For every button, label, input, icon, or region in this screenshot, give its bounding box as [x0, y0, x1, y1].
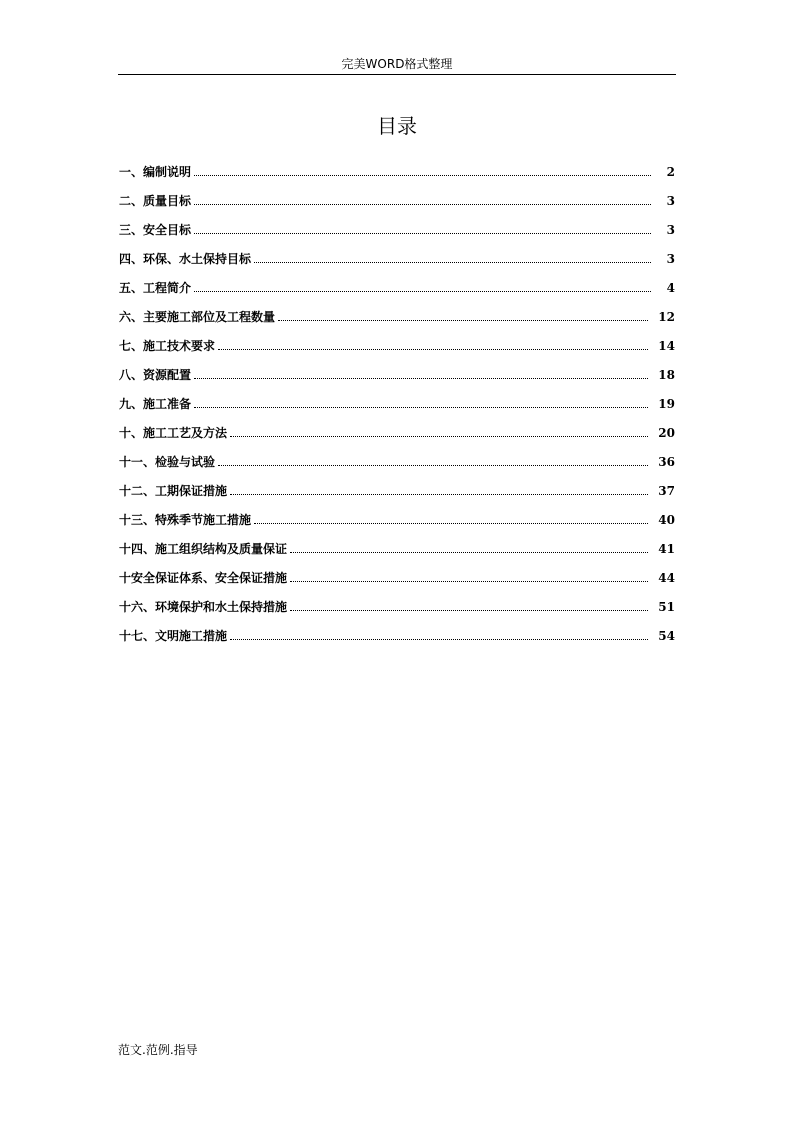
toc-entry-page: 54: [658, 629, 675, 643]
toc-entry-page: 37: [658, 484, 675, 498]
toc-entry[interactable]: [119, 354, 675, 383]
toc-leader-dots: [254, 522, 648, 524]
toc-entry-label: 十七、文明施工措施: [119, 629, 228, 643]
toc-entry-page: 20: [658, 426, 675, 440]
toc-entry-label: 十三、特殊季节施工措施: [119, 513, 252, 527]
toc-leader-dots: [230, 435, 648, 437]
toc-entry-page: 3: [666, 194, 675, 208]
toc-entry[interactable]: [119, 325, 675, 354]
toc-entry-page: 3: [666, 252, 675, 266]
toc-leader-dots: [194, 232, 651, 234]
toc-entry-page: 18: [658, 368, 675, 382]
toc-entry-page: 3: [666, 223, 675, 237]
toc-entry-label: 九、施工准备: [119, 397, 192, 411]
toc-entry-label: 十二、工期保证措施: [119, 484, 228, 498]
toc-entry[interactable]: [119, 296, 675, 325]
toc-entry-label: 十六、环境保护和水土保持措施: [119, 600, 288, 614]
toc-entry-page: 41: [658, 542, 675, 556]
toc-entry-label: 十一、检验与试验: [119, 455, 216, 469]
toc-entry-label: 一、编制说明: [119, 165, 192, 179]
toc-entry[interactable]: [119, 615, 675, 644]
toc-entry-page: 44: [658, 571, 675, 585]
toc-entry[interactable]: [119, 499, 675, 528]
toc-entry-label: 十、施工工艺及方法: [119, 426, 228, 440]
toc-leader-dots: [194, 203, 651, 205]
toc-entry[interactable]: [119, 528, 675, 557]
toc-entry-page: 36: [658, 455, 675, 469]
toc-leader-dots: [218, 348, 648, 350]
toc-entry[interactable]: [119, 412, 675, 441]
toc-entry[interactable]: [119, 441, 675, 470]
toc-leader-dots: [194, 377, 648, 379]
toc-leader-dots: [290, 551, 648, 553]
toc-entry[interactable]: [119, 238, 675, 267]
toc-entry-label: 二、质量目标: [119, 194, 192, 208]
toc-entry-page: 19: [658, 397, 675, 411]
toc-entry-page: 51: [658, 600, 675, 614]
page-footer: 范文.范例.指导: [118, 1043, 198, 1057]
toc-entry-page: 12: [658, 310, 675, 324]
toc-leader-dots: [254, 261, 651, 263]
toc-entry-label: 七、施工技术要求: [119, 339, 216, 353]
toc-entry-label: 五、工程简介: [119, 281, 192, 295]
toc-entry[interactable]: [119, 209, 675, 238]
toc-entry[interactable]: [119, 151, 675, 180]
toc-entry[interactable]: [119, 586, 675, 615]
toc-leader-dots: [290, 609, 648, 611]
toc-entry-label: 六、主要施工部位及工程数量: [119, 310, 276, 324]
toc-entry-page: 40: [658, 513, 675, 527]
toc-leader-dots: [194, 406, 648, 408]
toc-entry-label: 十安全保证体系、安全保证措施: [119, 571, 288, 585]
toc-leader-dots: [230, 493, 648, 495]
toc-leader-dots: [278, 319, 648, 321]
toc-leader-dots: [230, 638, 648, 640]
toc-entry-label: 十四、施工组织结构及质量保证: [119, 542, 288, 556]
toc-leader-dots: [194, 290, 651, 292]
toc-title: 目录: [377, 114, 417, 138]
toc-entry[interactable]: [119, 267, 675, 296]
toc-leader-dots: [290, 580, 648, 582]
toc-entry-page: 14: [658, 339, 675, 353]
toc-entry[interactable]: [119, 470, 675, 499]
toc-leader-dots: [218, 464, 648, 466]
toc-entry[interactable]: [119, 383, 675, 412]
toc-entry-page: 4: [666, 281, 675, 295]
toc-entry-label: 八、资源配置: [119, 368, 192, 382]
page-header: 完美WORD格式整理: [118, 55, 676, 75]
toc-leader-dots: [194, 174, 651, 176]
toc-entry-page: 2: [666, 165, 675, 179]
toc-entry-label: 三、安全目标: [119, 223, 192, 237]
toc-entry[interactable]: [119, 557, 675, 586]
toc-entry[interactable]: [119, 180, 675, 209]
toc-entry-label: 四、环保、水土保持目标: [119, 252, 252, 266]
table-of-contents: [119, 151, 675, 644]
